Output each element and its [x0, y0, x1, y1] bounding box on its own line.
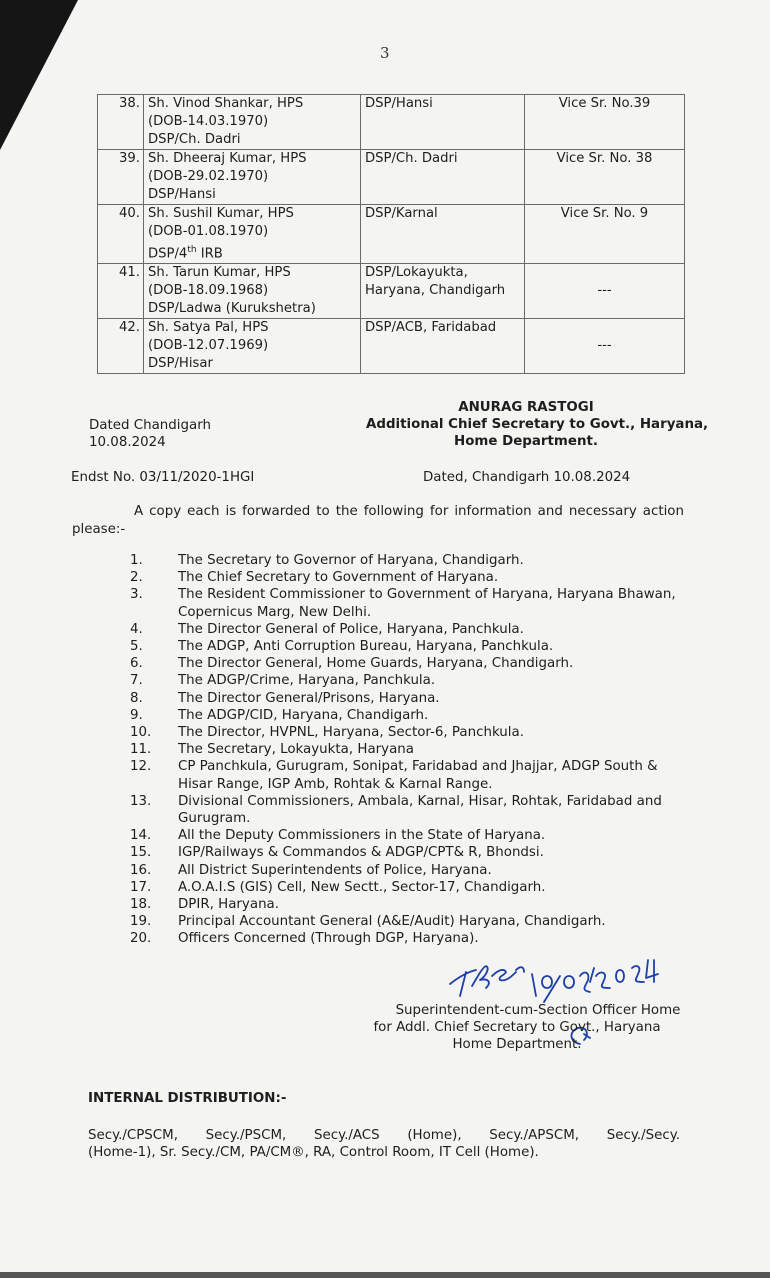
officer-current: DSP/Hisar — [148, 356, 213, 372]
distribution-text: A.O.A.I.S (GIS) Cell, New Sectt., Sector-17, Chandigarh. — [178, 879, 546, 895]
distribution-item — [116, 827, 686, 844]
distribution-item — [116, 793, 686, 827]
dated-date: 10.08.2024 — [89, 435, 166, 450]
officer-posting: DSP/Hansi — [365, 96, 433, 111]
distribution-text: Officers Concerned (Through DGP, Haryana). — [178, 931, 479, 947]
page-number: 3 — [380, 44, 390, 62]
distribution-text: The Director General, Home Guards, Haryana, Chandigarh. — [178, 656, 574, 672]
internal-distribution-text — [88, 1127, 680, 1161]
distribution-text: CP Panchkula, Gurugram, Sonipat, Faridabad and Jhajjar, ADGP South & Hisar Range, IGP Amb, Rohtak & Karnal Range. — [178, 759, 658, 792]
officer-row — [98, 319, 685, 374]
distribution-item — [116, 552, 686, 569]
officer-serial — [98, 319, 144, 374]
officer-remarks: Vice Sr. No.39 — [558, 96, 651, 111]
distribution-number: 10. — [130, 725, 152, 741]
officer-dob: (DOB-14.03.1970) — [148, 114, 269, 129]
officer-posting-cell — [361, 205, 525, 264]
distribution-number: 11. — [130, 742, 152, 758]
officer-name: Sh. Satya Pal, HPS — [148, 320, 269, 336]
page-corner-shadow — [0, 0, 90, 160]
officer-dob: (DOB-29.02.1970) — [148, 169, 269, 184]
distribution-number: 14. — [130, 828, 152, 844]
distribution-text: The ADGP/CID, Haryana, Chandigarh. — [178, 707, 429, 723]
distribution-item — [116, 844, 686, 861]
officer-current: DSP/4th IRB — [148, 245, 223, 262]
distribution-number: 17. — [130, 879, 152, 895]
distribution-number: 19. — [130, 914, 152, 930]
officer-remarks-cell — [525, 319, 685, 374]
officer-name-cell — [144, 95, 361, 150]
officer-dob: (DOB-01.08.1970) — [148, 224, 269, 239]
serial-number: 39. — [119, 151, 140, 166]
officer-posting: DSP/Ch. Dadri — [365, 151, 458, 166]
officer-serial — [98, 264, 144, 319]
distribution-text: The Chief Secretary to Government of Haryana. — [178, 570, 499, 586]
officer-posting-cell — [361, 95, 525, 150]
distribution-number: 5. — [130, 639, 143, 655]
dated-place: Dated Chandigarh — [89, 418, 211, 433]
distribution-number: 1. — [130, 553, 143, 568]
distribution-number: 18. — [130, 897, 152, 913]
serial-number: 42. — [119, 320, 140, 336]
officer-row — [98, 205, 685, 264]
distribution-text: The Director General/Prisons, Haryana. — [178, 690, 440, 706]
officer-posting: DSP/ACB, Faridabad — [365, 320, 497, 336]
distribution-item — [116, 896, 686, 913]
officer-row — [98, 264, 685, 319]
officer-name-cell — [144, 319, 361, 374]
officer-posting-cell — [361, 319, 525, 374]
distribution-list — [116, 552, 686, 948]
distribution-text: The ADGP/Crime, Haryana, Panchkula. — [178, 673, 436, 689]
officer-posting-cell — [361, 150, 525, 205]
officer-name: Sh. Tarun Kumar, HPS — [148, 265, 291, 281]
distribution-number: 4. — [130, 621, 143, 637]
internal-distribution-heading: INTERNAL DISTRIBUTION:- — [88, 1091, 287, 1106]
distribution-text: The Resident Commissioner to Government of Haryana, Haryana Bhawan, Copernicus Marg, New Delhi. — [178, 587, 676, 620]
distribution-item — [116, 707, 686, 724]
distribution-number: 3. — [130, 587, 143, 603]
distribution-text: The Director General of Police, Haryana, Panchkula. — [178, 621, 524, 637]
distribution-item — [116, 758, 686, 792]
serial-number: 38. — [119, 96, 140, 111]
officer-posting-cell — [361, 264, 525, 319]
serial-number: 40. — [119, 206, 140, 221]
distribution-text: IGP/Railways & Commandos & ADGP/CPT& R, Bhondsi. — [178, 845, 544, 861]
officer-current: DSP/Hansi — [148, 187, 216, 202]
distribution-item — [116, 724, 686, 741]
distribution-text: The Secretary to Governor of Haryana, Chandigarh. — [178, 553, 524, 568]
internal-distribution-line-1: Secy./CPSCM, Secy./PSCM, Secy./ACS (Home), Secy./APSCM, Secy./Secy. — [88, 1128, 680, 1143]
distribution-text: All District Superintendents of Police, Haryana. — [178, 862, 492, 878]
officer-name-cell — [144, 205, 361, 264]
officer-serial — [98, 205, 144, 264]
distribution-number: 15. — [130, 845, 152, 861]
signatory-title: Additional Chief Secretary to Govt., Haryana, — [366, 417, 709, 432]
distribution-text: The ADGP, Anti Corruption Bureau, Haryana, Panchkula. — [178, 639, 554, 655]
officer-current: DSP/Ch. Dadri — [148, 132, 241, 147]
officer-serial — [98, 150, 144, 205]
distribution-number: 8. — [130, 690, 143, 706]
officer-for-line: for Addl. Chief Secretary to Govt., Haryana — [373, 1020, 661, 1035]
officer-name-cell — [144, 150, 361, 205]
officer-posting: DSP/Karnal — [365, 206, 438, 221]
distribution-number: 6. — [130, 656, 143, 672]
distribution-number: 13. — [130, 793, 152, 809]
officer-remarks: Vice Sr. No. 9 — [560, 206, 649, 221]
officer-dob: (DOB-12.07.1969) — [148, 338, 269, 354]
distribution-number: 9. — [130, 707, 143, 723]
endorsement-date: Dated, Chandigarh 10.08.2024 — [423, 470, 631, 485]
officer-serial — [98, 95, 144, 150]
distribution-text: DPIR, Haryana. — [178, 897, 280, 913]
distribution-text: The Director, HVPNL, Haryana, Sector-6, Panchkula. — [178, 725, 524, 741]
distribution-item — [116, 638, 686, 655]
officer-row — [98, 150, 685, 205]
page-bottom-edge — [0, 1272, 770, 1278]
officer-current: DSP/Ladwa (Kurukshetra) — [148, 301, 316, 317]
distribution-item — [116, 862, 686, 879]
officer-remarks: Vice Sr. No. 38 — [556, 151, 653, 166]
officer-posting: DSP/Lokayukta, Haryana, Chandigarh — [365, 265, 506, 299]
distribution-number: 16. — [130, 862, 152, 878]
officer-remarks: --- — [597, 338, 612, 354]
endorsement-number: Endst No. 03/11/2020-1HGI — [71, 470, 255, 485]
signatory-name: ANURAG RASTOGI — [458, 400, 594, 415]
signatory-dept: Home Department. — [454, 434, 598, 449]
officer-name-cell — [144, 264, 361, 319]
distribution-text: Divisional Commissioners, Ambala, Karnal, Hisar, Rohtak, Faridabad and Gurugram. — [178, 793, 662, 827]
officer-name: Sh. Sushil Kumar, HPS — [148, 206, 294, 221]
officer-department: Home Department. — [452, 1037, 582, 1052]
officer-dob: (DOB-18.09.1968) — [148, 283, 269, 299]
distribution-item — [116, 913, 686, 930]
distribution-text: Principal Accountant General (A&E/Audit) Haryana, Chandigarh. — [178, 914, 606, 930]
distribution-text: The Secretary, Lokayukta, Haryana — [178, 742, 414, 758]
officer-row — [98, 95, 685, 150]
officer-remarks: --- — [597, 283, 612, 299]
distribution-item — [116, 741, 686, 758]
internal-distribution-line-2: (Home-1), Sr. Secy./CM, PA/CM®, RA, Control Room, IT Cell (Home). — [88, 1145, 539, 1160]
officer-remarks-cell — [525, 150, 685, 205]
distribution-item — [116, 672, 686, 689]
distribution-item — [116, 879, 686, 896]
officer-name: Sh. Vinod Shankar, HPS — [148, 96, 304, 111]
distribution-number: 2. — [130, 570, 143, 586]
copy-forward-text: A copy each is forwarded to the following for information and necessary action please:- — [72, 504, 684, 537]
distribution-item — [116, 569, 686, 586]
distribution-number: 7. — [130, 673, 143, 689]
officer-remarks-cell — [525, 264, 685, 319]
officer-name: Sh. Dheeraj Kumar, HPS — [148, 151, 307, 166]
distribution-number: 12. — [130, 759, 152, 775]
distribution-text: All the Deputy Commissioners in the State of Haryana. — [178, 828, 546, 844]
distribution-item — [116, 655, 686, 672]
serial-number: 41. — [119, 265, 140, 281]
distribution-item — [116, 586, 686, 620]
officer-remarks-cell — [525, 205, 685, 264]
distribution-item — [116, 621, 686, 638]
officer-remarks-cell — [525, 95, 685, 150]
officers-table — [97, 94, 685, 374]
distribution-item — [116, 690, 686, 707]
distribution-number: 20. — [130, 931, 152, 947]
officer-designation: Superintendent-cum-Section Officer Home — [395, 1003, 681, 1018]
